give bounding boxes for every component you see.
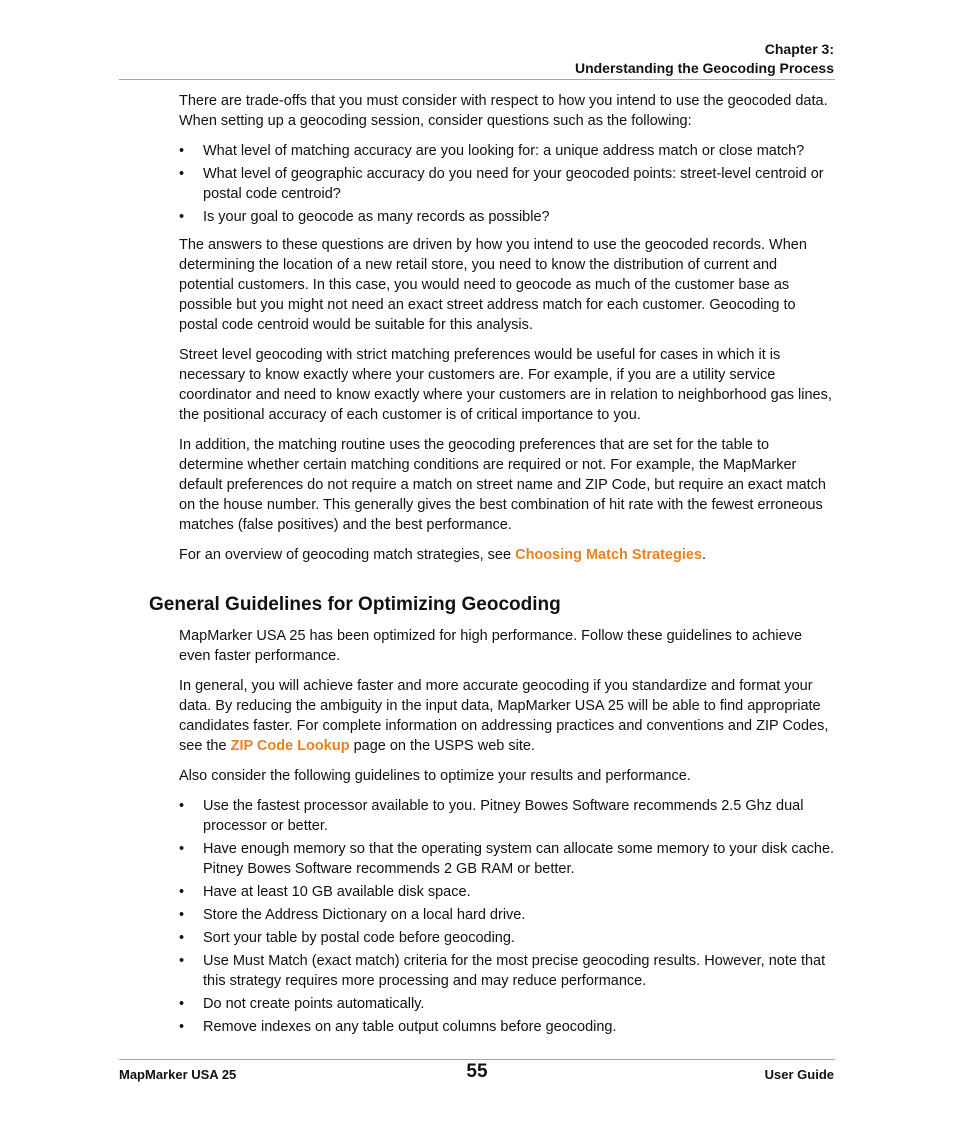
guidelines-intro: Also consider the following guidelines to optimize your results and performance. <box>179 768 691 784</box>
chapter-title: Understanding the Geocoding Process <box>574 60 834 76</box>
guidelines-list <box>179 796 835 1037</box>
page-number: 55 <box>466 1061 488 1082</box>
list-item: • Remove indexes on any table output columns before geocoding. <box>179 1017 835 1037</box>
running-header <box>575 40 834 78</box>
answers-paragraph: The answers to these questions are driven by how you intend to use the geocoded records. When determining the location of a new retail store, you need to know the distribution of current and potential customers. In this case, you would need to geocode as much of the customer base as possible but you might not need an exact street address match for each customer. Geocoding to postal code centroid would be suitable for this analysis. <box>179 237 807 333</box>
list-item: • Sort your table by postal code before geocoding. <box>179 928 835 948</box>
page-body <box>149 91 835 1045</box>
list-item: • What level of matching accuracy are you looking for: a unique address match or close match? <box>179 141 835 161</box>
intro-paragraph: There are trade-offs that you must consider with respect to how you intend to use the geocoded data. When setting up a geocoding session, consider questions such as the following: <box>179 93 828 129</box>
list-item: • What level of geographic accuracy do you need for your geocoded points: street-level centroid or postal code centroid? <box>179 164 835 204</box>
choosing-match-strategies-link[interactable]: Choosing Match Strategies <box>515 547 703 563</box>
street-level-paragraph: Street level geocoding with strict matching preferences would be useful for cases in which it is necessary to know exactly where your customers are. For example, if you are a utility service coordinator and need to know exactly where your customers are in relation to neighborhood gas lines, the positional accuracy of each customer is of critical importance to you. <box>179 347 832 423</box>
list-item: • Have enough memory so that the operating system can allocate some memory to your disk cache. Pitney Bowes Software recommends 2 GB RAM or better. <box>179 839 835 879</box>
standardize-text: In general, you will achieve faster and more accurate geocoding if you standardize and format your data. By reducing the ambiguity in the input data, MapMarker USA 25 will be able to find appropriate candidates faster. For complete information on addressing practices and conventions and ZIP Codes, see the <box>179 678 829 754</box>
standardize-paragraph <box>179 676 835 756</box>
zip-code-lookup-link[interactable]: ZIP Code Lookup <box>230 738 350 754</box>
overview-paragraph <box>179 545 835 565</box>
list-item: • Is your goal to geocode as many records as possible? <box>179 207 835 227</box>
chapter-label: Chapter 3: <box>764 41 834 57</box>
standardize-end: page on the USPS web site. <box>349 738 535 754</box>
list-item: • Have at least 10 GB available disk space. <box>179 882 835 902</box>
header-rule <box>119 79 835 80</box>
list-item: • Use the fastest processor available to you. Pitney Bowes Software recommends 2.5 Ghz dual processor or better. <box>179 796 835 836</box>
section-heading: General Guidelines for Optimizing Geocoding <box>149 594 561 615</box>
footer-guide: User Guide <box>764 1067 834 1082</box>
questions-list <box>179 141 835 227</box>
performance-paragraph: MapMarker USA 25 has been optimized for high performance. Follow these guidelines to achieve even faster performance. <box>179 628 803 664</box>
list-item: • Use Must Match (exact match) criteria for the most precise geocoding results. However, note that this strategy requires more processing and may reduce performance. <box>179 951 835 991</box>
overview-text: For an overview of geocoding match strategies, see <box>179 547 516 563</box>
footer-product: MapMarker USA 25 <box>119 1067 237 1082</box>
matching-routine-paragraph: In addition, the matching routine uses the geocoding preferences that are set for the table to determine whether certain matching conditions are required or not. For example, the MapMarker default preferences do not require a match on street name and ZIP Code, but require an exact match on the house number. This generally gives the best combination of hit rate with the fewest erroneous matches (false positives) and the best performance. <box>179 437 826 533</box>
list-item: • Store the Address Dictionary on a local hard drive. <box>179 905 835 925</box>
list-item: • Do not create points automatically. <box>179 994 835 1014</box>
overview-end: . <box>702 547 707 563</box>
footer-rule <box>119 1059 835 1060</box>
